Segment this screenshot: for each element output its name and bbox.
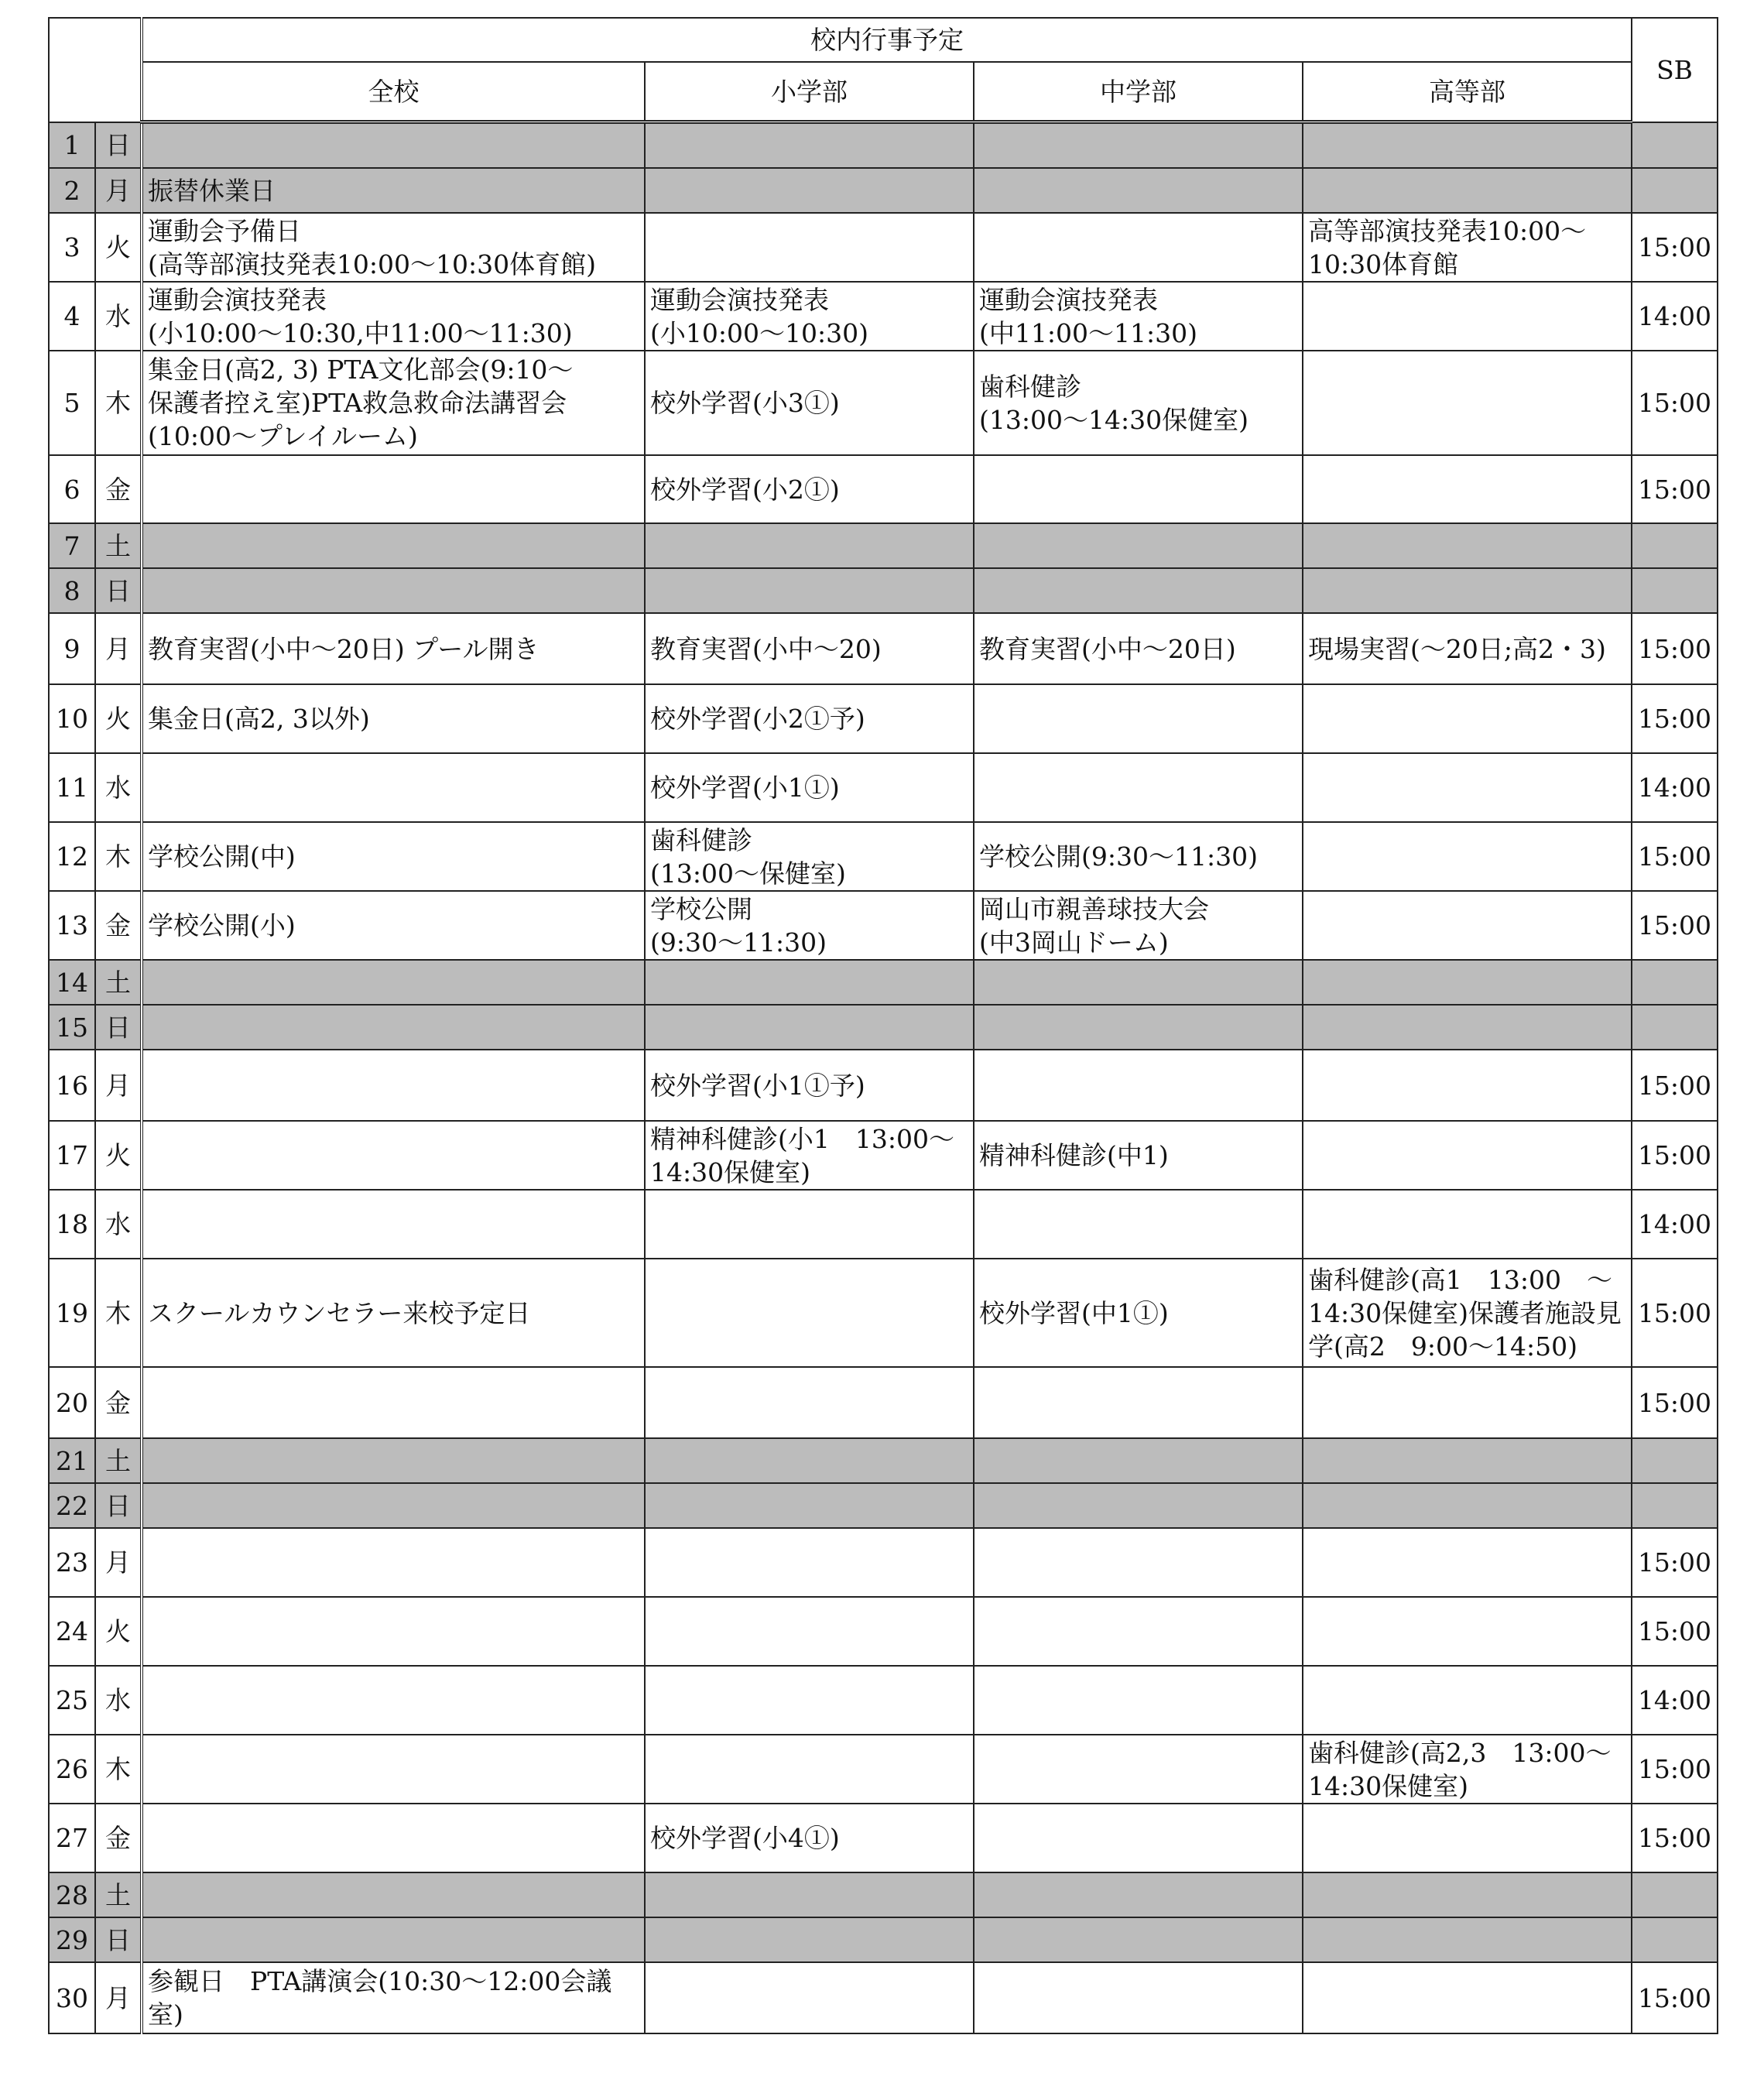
- event-high: [1303, 455, 1632, 523]
- table-row: [49, 122, 1718, 169]
- event-elementary: 校外学習(小3①): [645, 351, 974, 455]
- event-high: [1303, 891, 1632, 960]
- event-high: 歯科健診(高2,3 13:00～ 14:30保健室): [1303, 1735, 1632, 1804]
- weekday: 木: [95, 351, 142, 455]
- sb-time: 15:00: [1632, 213, 1718, 282]
- table-row: [49, 1190, 1718, 1259]
- event-middle: [974, 1917, 1303, 1962]
- table-row: [49, 351, 1718, 455]
- event-middle: 教育実習(小中～20日): [974, 613, 1303, 684]
- day-number: 12: [49, 822, 95, 891]
- table-row: [49, 168, 1718, 213]
- event-elementary: 校外学習(小1①予): [645, 1050, 974, 1121]
- event-elementary: 校外学習(小1①): [645, 753, 974, 822]
- weekday: 水: [95, 753, 142, 822]
- event-all-school: スクールカウンセラー来校予定日: [142, 1259, 645, 1367]
- weekday: 月: [95, 1962, 142, 2033]
- event-middle: [974, 1735, 1303, 1804]
- event-high: [1303, 1367, 1632, 1438]
- event-high: [1303, 1438, 1632, 1483]
- table-row: [49, 1050, 1718, 1121]
- day-number: 24: [49, 1597, 95, 1666]
- day-number: 13: [49, 891, 95, 960]
- day-number: 26: [49, 1735, 95, 1804]
- event-elementary: [645, 1917, 974, 1962]
- event-middle: [974, 1872, 1303, 1917]
- sb-time: 15:00: [1632, 822, 1718, 891]
- event-high: [1303, 1962, 1632, 2033]
- event-all-school: [142, 568, 645, 613]
- weekday: 土: [95, 1872, 142, 1917]
- day-number: 8: [49, 568, 95, 613]
- sb-time: 15:00: [1632, 1735, 1718, 1804]
- table-row: [49, 1666, 1718, 1735]
- table-row: [49, 282, 1718, 351]
- schedule-table: [48, 17, 1718, 2034]
- event-middle: [974, 568, 1303, 613]
- day-number: 7: [49, 523, 95, 568]
- weekday: 木: [95, 822, 142, 891]
- event-high: 現場実習(～20日;高2・3): [1303, 613, 1632, 684]
- event-all-school: 教育実習(小中～20日) プール開き: [142, 613, 645, 684]
- col-header-elementary: 小学部: [645, 62, 974, 122]
- weekday: 金: [95, 1804, 142, 1872]
- weekday: 日: [95, 1005, 142, 1050]
- weekday: 日: [95, 568, 142, 613]
- event-middle: [974, 960, 1303, 1005]
- sb-time: 15:00: [1632, 1259, 1718, 1367]
- event-high: [1303, 523, 1632, 568]
- weekday: 木: [95, 1735, 142, 1804]
- sb-time: 15:00: [1632, 1367, 1718, 1438]
- event-all-school: [142, 523, 645, 568]
- event-elementary: 校外学習(小4①): [645, 1804, 974, 1872]
- table-row: [49, 1917, 1718, 1962]
- table-row: [49, 1367, 1718, 1438]
- event-all-school: 振替休業日: [142, 168, 645, 213]
- weekday: 土: [95, 1438, 142, 1483]
- weekday: 月: [95, 1528, 142, 1597]
- event-all-school: [142, 1121, 645, 1190]
- event-high: [1303, 822, 1632, 891]
- table-row: [49, 1597, 1718, 1666]
- day-number: 5: [49, 351, 95, 455]
- sb-time: 15:00: [1632, 351, 1718, 455]
- day-number: 22: [49, 1483, 95, 1528]
- sb-time: 15:00: [1632, 1597, 1718, 1666]
- event-all-school: [142, 1005, 645, 1050]
- weekday: 木: [95, 1259, 142, 1367]
- table-row: [49, 822, 1718, 891]
- day-number: 10: [49, 684, 95, 753]
- event-elementary: [645, 1962, 974, 2033]
- sb-time: [1632, 122, 1718, 169]
- schedule-body: [49, 122, 1718, 2034]
- weekday: 月: [95, 1050, 142, 1121]
- sb-time: [1632, 1872, 1718, 1917]
- event-all-school: 集金日(高2, 3) PTA文化部会(9:10～ 保護者控え室)PTA救急救命法講習会 (10:00～プレイルーム): [142, 351, 645, 455]
- weekday: 月: [95, 168, 142, 213]
- event-all-school: [142, 1917, 645, 1962]
- day-number: 19: [49, 1259, 95, 1367]
- event-all-school: [142, 1735, 645, 1804]
- event-high: [1303, 1917, 1632, 1962]
- event-all-school: [142, 1528, 645, 1597]
- event-elementary: 校外学習(小2①): [645, 455, 974, 523]
- day-number: 30: [49, 1962, 95, 2033]
- event-middle: [974, 684, 1303, 753]
- table-row: [49, 753, 1718, 822]
- day-number: 28: [49, 1872, 95, 1917]
- event-all-school: [142, 1483, 645, 1528]
- sb-time: [1632, 1483, 1718, 1528]
- table-row: [49, 1872, 1718, 1917]
- weekday: 水: [95, 282, 142, 351]
- schedule-title: 校内行事予定: [142, 18, 1632, 62]
- sb-time: 15:00: [1632, 1121, 1718, 1190]
- table-row: [49, 568, 1718, 613]
- weekday: 火: [95, 1121, 142, 1190]
- day-number: 18: [49, 1190, 95, 1259]
- event-all-school: [142, 1190, 645, 1259]
- event-all-school: [142, 753, 645, 822]
- event-middle: [974, 753, 1303, 822]
- table-row: [49, 1259, 1718, 1367]
- table-row: [49, 213, 1718, 282]
- event-elementary: 教育実習(小中～20): [645, 613, 974, 684]
- event-high: [1303, 960, 1632, 1005]
- table-row: [49, 523, 1718, 568]
- day-number: 11: [49, 753, 95, 822]
- event-elementary: [645, 1872, 974, 1917]
- event-all-school: [142, 1438, 645, 1483]
- event-middle: 学校公開(9:30～11:30): [974, 822, 1303, 891]
- event-elementary: 運動会演技発表 (小10:00～10:30): [645, 282, 974, 351]
- event-elementary: [645, 1190, 974, 1259]
- event-all-school: 運動会予備日 (高等部演技発表10:00～10:30体育館): [142, 213, 645, 282]
- event-high: [1303, 568, 1632, 613]
- event-elementary: [645, 1735, 974, 1804]
- event-high: 高等部演技発表10:00～ 10:30体育館: [1303, 213, 1632, 282]
- weekday: 日: [95, 122, 142, 169]
- event-elementary: [645, 1367, 974, 1438]
- event-all-school: [142, 1367, 645, 1438]
- event-all-school: [142, 1804, 645, 1872]
- event-elementary: [645, 568, 974, 613]
- event-middle: 精神科健診(中1): [974, 1121, 1303, 1190]
- event-all-school: 学校公開(中): [142, 822, 645, 891]
- day-number: 4: [49, 282, 95, 351]
- event-elementary: [645, 1528, 974, 1597]
- day-number: 20: [49, 1367, 95, 1438]
- event-elementary: [645, 1483, 974, 1528]
- event-elementary: [645, 1438, 974, 1483]
- event-all-school: [142, 455, 645, 523]
- day-number: 1: [49, 122, 95, 169]
- event-middle: [974, 1438, 1303, 1483]
- sb-time: [1632, 1005, 1718, 1050]
- col-header-high: 高等部: [1303, 62, 1632, 122]
- event-high: [1303, 1190, 1632, 1259]
- event-all-school: 集金日(高2, 3以外): [142, 684, 645, 753]
- sb-time: 15:00: [1632, 613, 1718, 684]
- event-elementary: [645, 1597, 974, 1666]
- table-row: [49, 1483, 1718, 1528]
- event-high: [1303, 1483, 1632, 1528]
- col-header-sb: SB: [1632, 18, 1718, 122]
- event-elementary: 歯科健診 (13:00～保健室): [645, 822, 974, 891]
- sb-time: 15:00: [1632, 1050, 1718, 1121]
- event-high: [1303, 1050, 1632, 1121]
- event-middle: [974, 1483, 1303, 1528]
- table-row: [49, 455, 1718, 523]
- weekday: 火: [95, 213, 142, 282]
- table-row: [49, 960, 1718, 1005]
- sb-time: 14:00: [1632, 1666, 1718, 1735]
- weekday: 土: [95, 523, 142, 568]
- event-elementary: [645, 168, 974, 213]
- weekday: 金: [95, 1367, 142, 1438]
- day-number: 14: [49, 960, 95, 1005]
- table-row: [49, 1438, 1718, 1483]
- event-high: [1303, 1528, 1632, 1597]
- event-all-school: 学校公開(小): [142, 891, 645, 960]
- sb-time: 15:00: [1632, 455, 1718, 523]
- event-middle: [974, 1597, 1303, 1666]
- event-elementary: [645, 1666, 974, 1735]
- day-number: 27: [49, 1804, 95, 1872]
- sb-time: 15:00: [1632, 1528, 1718, 1597]
- event-all-school: [142, 1597, 645, 1666]
- sb-time: [1632, 168, 1718, 213]
- event-high: [1303, 168, 1632, 213]
- day-number: 23: [49, 1528, 95, 1597]
- weekday: 金: [95, 891, 142, 960]
- sb-time: 14:00: [1632, 753, 1718, 822]
- weekday: 火: [95, 684, 142, 753]
- event-high: [1303, 684, 1632, 753]
- table-row: [49, 1005, 1718, 1050]
- event-all-school: [142, 1050, 645, 1121]
- corner-cell: [49, 18, 142, 122]
- event-high: [1303, 753, 1632, 822]
- day-number: 16: [49, 1050, 95, 1121]
- event-middle: 運動会演技発表 (中11:00～11:30): [974, 282, 1303, 351]
- event-high: [1303, 1597, 1632, 1666]
- event-elementary: 精神科健診(小1 13:00～ 14:30保健室): [645, 1121, 974, 1190]
- event-middle: [974, 1050, 1303, 1121]
- col-header-middle: 中学部: [974, 62, 1303, 122]
- event-elementary: [645, 960, 974, 1005]
- event-middle: [974, 122, 1303, 169]
- sb-time: [1632, 523, 1718, 568]
- sb-time: [1632, 568, 1718, 613]
- event-middle: [974, 455, 1303, 523]
- sb-time: 15:00: [1632, 1962, 1718, 2033]
- table-row: [49, 1804, 1718, 1872]
- event-middle: [974, 1666, 1303, 1735]
- weekday: 水: [95, 1190, 142, 1259]
- event-high: [1303, 282, 1632, 351]
- event-all-school: 運動会演技発表 (小10:00～10:30,中11:00～11:30): [142, 282, 645, 351]
- sb-time: 15:00: [1632, 1804, 1718, 1872]
- table-row: [49, 1528, 1718, 1597]
- event-middle: 校外学習(中1①): [974, 1259, 1303, 1367]
- sb-time: 14:00: [1632, 282, 1718, 351]
- day-number: 9: [49, 613, 95, 684]
- event-all-school: [142, 1872, 645, 1917]
- event-high: [1303, 1872, 1632, 1917]
- event-elementary: [645, 213, 974, 282]
- day-number: 29: [49, 1917, 95, 1962]
- sb-time: [1632, 960, 1718, 1005]
- sb-time: [1632, 1917, 1718, 1962]
- table-row: [49, 613, 1718, 684]
- event-elementary: 校外学習(小2①予): [645, 684, 974, 753]
- day-number: 15: [49, 1005, 95, 1050]
- sb-time: 14:00: [1632, 1190, 1718, 1259]
- event-middle: [974, 1962, 1303, 2033]
- col-header-all: 全校: [142, 62, 645, 122]
- table-row: [49, 1962, 1718, 2033]
- event-high: [1303, 122, 1632, 169]
- day-number: 25: [49, 1666, 95, 1735]
- weekday: 水: [95, 1666, 142, 1735]
- event-elementary: [645, 1005, 974, 1050]
- event-high: [1303, 1121, 1632, 1190]
- event-middle: [974, 1528, 1303, 1597]
- weekday: 月: [95, 613, 142, 684]
- weekday: 火: [95, 1597, 142, 1666]
- event-all-school: [142, 1666, 645, 1735]
- table-row: [49, 891, 1718, 960]
- event-elementary: 学校公開 (9:30～11:30): [645, 891, 974, 960]
- table-row: [49, 684, 1718, 753]
- day-number: 6: [49, 455, 95, 523]
- event-middle: 岡山市親善球技大会 (中3岡山ドーム): [974, 891, 1303, 960]
- table-row: [49, 1735, 1718, 1804]
- event-middle: [974, 523, 1303, 568]
- event-elementary: [645, 122, 974, 169]
- weekday: 土: [95, 960, 142, 1005]
- event-high: [1303, 351, 1632, 455]
- event-middle: [974, 1367, 1303, 1438]
- event-middle: 歯科健診 (13:00～14:30保健室): [974, 351, 1303, 455]
- sb-time: [1632, 1438, 1718, 1483]
- event-middle: [974, 1005, 1303, 1050]
- day-number: 21: [49, 1438, 95, 1483]
- sb-time: 15:00: [1632, 684, 1718, 753]
- event-high: [1303, 1005, 1632, 1050]
- event-elementary: [645, 523, 974, 568]
- weekday: 日: [95, 1483, 142, 1528]
- event-all-school: 参観日 PTA講演会(10:30～12:00会議 室): [142, 1962, 645, 2033]
- table-row: [49, 1121, 1718, 1190]
- event-middle: [974, 1804, 1303, 1872]
- event-elementary: [645, 1259, 974, 1367]
- sb-time: 15:00: [1632, 891, 1718, 960]
- event-middle: [974, 213, 1303, 282]
- event-middle: [974, 168, 1303, 213]
- event-middle: [974, 1190, 1303, 1259]
- day-number: 3: [49, 213, 95, 282]
- event-high: [1303, 1666, 1632, 1735]
- weekday: 日: [95, 1917, 142, 1962]
- table-header: [49, 18, 1718, 122]
- event-high: 歯科健診(高1 13:00 ～ 14:30保健室)保護者施設見 学(高2 9:00～14:50): [1303, 1259, 1632, 1367]
- weekday: 金: [95, 455, 142, 523]
- day-number: 17: [49, 1121, 95, 1190]
- event-high: [1303, 1804, 1632, 1872]
- event-all-school: [142, 122, 645, 169]
- day-number: 2: [49, 168, 95, 213]
- event-all-school: [142, 960, 645, 1005]
